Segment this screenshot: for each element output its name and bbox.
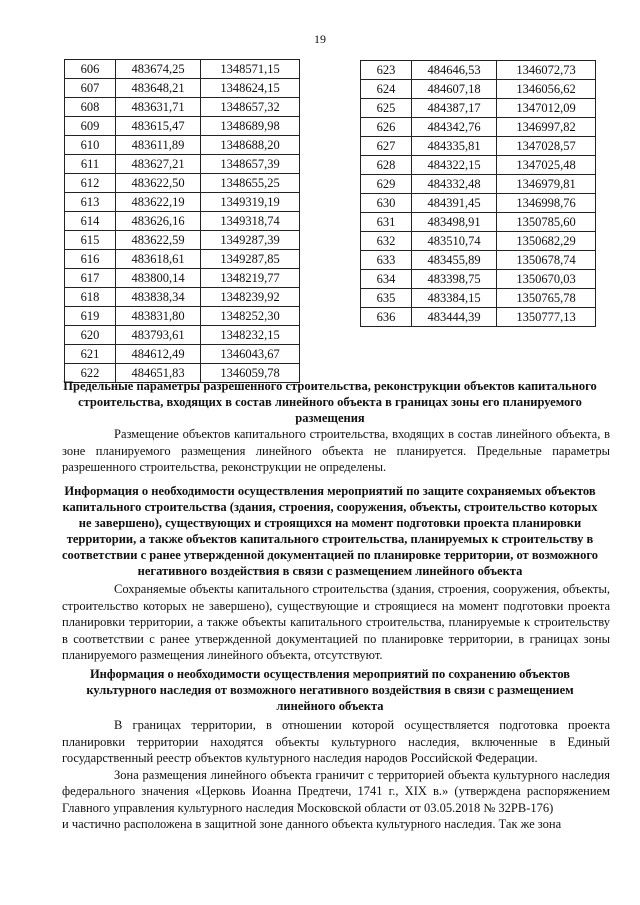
table-row — [361, 99, 596, 118]
x-coordinate: 483793,61 — [116, 326, 201, 345]
y-coordinate: 1348252,30 — [201, 307, 300, 326]
x-coordinate: 483622,19 — [116, 193, 201, 212]
section-2-body — [62, 581, 610, 664]
y-coordinate: 1348624,15 — [201, 79, 300, 98]
x-coordinate: 483648,21 — [116, 79, 201, 98]
x-coordinate: 483674,25 — [116, 60, 201, 79]
table-row — [361, 118, 596, 137]
table-row — [65, 79, 300, 98]
point-number: 617 — [65, 269, 116, 288]
table-row — [65, 136, 300, 155]
point-number: 619 — [65, 307, 116, 326]
x-coordinate: 483800,14 — [116, 269, 201, 288]
y-coordinate: 1348219,77 — [201, 269, 300, 288]
x-coordinate: 483831,80 — [116, 307, 201, 326]
point-number: 629 — [361, 175, 412, 194]
section-2-paragraph: Сохраняемые объекты капитального строительства (здания, строения, сооружения, объекты, строительство которых не завершено), существующие и строящиеся на момент подготовки проекта планировки территории, а также объекты капитального строительства, планируемые к строительству в соответствии с ранее утвержденной документацией по планировке территории, в границах зоны планируемого размещения линейного объекта, отсутствуют. — [62, 582, 610, 662]
x-coordinate: 483444,39 — [412, 308, 497, 327]
x-coordinate: 483618,61 — [116, 250, 201, 269]
x-coordinate: 483510,74 — [412, 232, 497, 251]
y-coordinate: 1346059,78 — [201, 364, 300, 383]
y-coordinate: 1349287,39 — [201, 231, 300, 250]
point-number: 612 — [65, 174, 116, 193]
section-1-paragraph: Размещение объектов капитального строительства, входящих в состав линейного объекта, в зоне планируемого размещения линейного объекта не планируется. Предельные параметры разрешенного строительства, реконструкции не определены. — [62, 427, 610, 474]
y-coordinate: 1346043,67 — [201, 345, 300, 364]
y-coordinate: 1348655,25 — [201, 174, 300, 193]
y-coordinate: 1347028,57 — [497, 137, 596, 156]
x-coordinate: 484342,76 — [412, 118, 497, 137]
y-coordinate: 1346979,81 — [497, 175, 596, 194]
point-number: 615 — [65, 231, 116, 250]
x-coordinate: 483384,15 — [412, 289, 497, 308]
table-row — [65, 307, 300, 326]
y-coordinate: 1350785,60 — [497, 213, 596, 232]
x-coordinate: 483455,89 — [412, 251, 497, 270]
point-number: 636 — [361, 308, 412, 327]
point-number: 611 — [65, 155, 116, 174]
y-coordinate: 1349319,19 — [201, 193, 300, 212]
point-number: 625 — [361, 99, 412, 118]
point-number: 631 — [361, 213, 412, 232]
section-1-body — [62, 426, 610, 476]
point-number: 633 — [361, 251, 412, 270]
x-coordinate: 484332,48 — [412, 175, 497, 194]
y-coordinate: 1347025,48 — [497, 156, 596, 175]
table-row — [361, 175, 596, 194]
point-number: 627 — [361, 137, 412, 156]
table-row — [361, 270, 596, 289]
x-coordinate: 483611,89 — [116, 136, 201, 155]
table-row — [65, 345, 300, 364]
section-3-title: Информация о необходимости осуществления мероприятий по сохранению объектов культурного наследия от возможного негативного воздействия в связи с размещением линейного объекта — [86, 667, 574, 713]
y-coordinate: 1346997,82 — [497, 118, 596, 137]
x-coordinate: 484391,45 — [412, 194, 497, 213]
table-row — [65, 326, 300, 345]
y-coordinate: 1348689,98 — [201, 117, 300, 136]
point-number: 613 — [65, 193, 116, 212]
y-coordinate: 1348657,39 — [201, 155, 300, 174]
point-number: 635 — [361, 289, 412, 308]
x-coordinate: 483615,47 — [116, 117, 201, 136]
table-row — [65, 269, 300, 288]
table-row — [65, 250, 300, 269]
y-coordinate: 1350678,74 — [497, 251, 596, 270]
table-row — [65, 117, 300, 136]
point-number: 622 — [65, 364, 116, 383]
y-coordinate: 1350765,78 — [497, 289, 596, 308]
section-3-paragraph-3: и частично расположена в защитной зоне данного объекта культурного наследия. Так же зона — [62, 817, 562, 831]
y-coordinate: 1346072,73 — [497, 61, 596, 80]
x-coordinate: 484646,53 — [412, 61, 497, 80]
section-2-title: Информация о необходимости осуществления мероприятий по защите сохраняемых объектов капитального строительства (здания, строения, сооружения, объекты, строительство которых не завершено), существующих и строящихся на момент подготовки проекта планировки территории, а также объектов капитального строительства, планируемых к строительству в соответствии с ранее утвержденной документацией по планировке территории, от возможного негативного воздействия в связи с размещением линейного объекта — [61, 484, 599, 578]
x-coordinate: 484607,18 — [412, 80, 497, 99]
coordinates-table-left — [64, 59, 300, 383]
table-row — [65, 98, 300, 117]
table-row — [65, 231, 300, 250]
section-3-paragraph-1: В границах территории, в отношении которой осуществляется подготовка проекта планировки территории находятся объекты культурного наследия, включенные в Единый государственный реестр объектов культурного наследия народов Российской Федерации. — [62, 718, 610, 765]
point-number: 623 — [361, 61, 412, 80]
y-coordinate: 1350682,29 — [497, 232, 596, 251]
coordinates-table-right — [360, 60, 596, 327]
table-row — [361, 308, 596, 327]
table-row — [65, 212, 300, 231]
point-number: 608 — [65, 98, 116, 117]
x-coordinate: 484651,83 — [116, 364, 201, 383]
table-row — [361, 61, 596, 80]
x-coordinate: 483838,34 — [116, 288, 201, 307]
table-row — [361, 232, 596, 251]
y-coordinate: 1348688,20 — [201, 136, 300, 155]
table-row — [65, 288, 300, 307]
point-number: 609 — [65, 117, 116, 136]
point-number: 606 — [65, 60, 116, 79]
y-coordinate: 1348657,32 — [201, 98, 300, 117]
y-coordinate: 1350670,03 — [497, 270, 596, 289]
y-coordinate: 1346056,62 — [497, 80, 596, 99]
table-row — [65, 60, 300, 79]
y-coordinate: 1349287,85 — [201, 250, 300, 269]
x-coordinate: 483622,59 — [116, 231, 201, 250]
point-number: 614 — [65, 212, 116, 231]
table-row — [361, 289, 596, 308]
y-coordinate: 1346998,76 — [497, 194, 596, 213]
table-row — [361, 194, 596, 213]
y-coordinate: 1348239,92 — [201, 288, 300, 307]
x-coordinate: 483498,91 — [412, 213, 497, 232]
y-coordinate: 1349318,74 — [201, 212, 300, 231]
point-number: 630 — [361, 194, 412, 213]
x-coordinate: 484612,49 — [116, 345, 201, 364]
section-3-paragraph-2: Зона размещения линейного объекта граничит с территорией объекта культурного наследия федерального значения «Церковь Иоанна Предтечи, 1741 г., XIX в.» (утверждена распоряжением Главного управления культурного наследия Московской области от 03.05.2018 № 32РВ-176) — [62, 767, 610, 815]
x-coordinate: 484322,15 — [412, 156, 497, 175]
x-coordinate: 484387,17 — [412, 99, 497, 118]
x-coordinate: 483626,16 — [116, 212, 201, 231]
y-coordinate: 1348571,15 — [201, 60, 300, 79]
table-row — [65, 193, 300, 212]
point-number: 618 — [65, 288, 116, 307]
y-coordinate: 1347012,09 — [497, 99, 596, 118]
table-row — [361, 156, 596, 175]
page-number: 19 — [314, 32, 326, 46]
point-number: 610 — [65, 136, 116, 155]
point-number: 632 — [361, 232, 412, 251]
point-number: 624 — [361, 80, 412, 99]
point-number: 626 — [361, 118, 412, 137]
section-1-title: Предельные параметры разрешенного строительства, реконструкции объектов капитального строительства, входящих в состав линейного объекта в границах зоны его планируемого размещения — [63, 379, 597, 425]
y-coordinate: 1350777,13 — [497, 308, 596, 327]
x-coordinate: 483622,50 — [116, 174, 201, 193]
table-row — [361, 213, 596, 232]
y-coordinate: 1348232,15 — [201, 326, 300, 345]
table-row — [65, 174, 300, 193]
table-row — [361, 80, 596, 99]
table-row — [361, 251, 596, 270]
x-coordinate: 483398,75 — [412, 270, 497, 289]
x-coordinate: 483631,71 — [116, 98, 201, 117]
x-coordinate: 483627,21 — [116, 155, 201, 174]
table-row — [65, 155, 300, 174]
point-number: 634 — [361, 270, 412, 289]
point-number: 616 — [65, 250, 116, 269]
table-row — [361, 137, 596, 156]
x-coordinate: 484335,81 — [412, 137, 497, 156]
point-number: 621 — [65, 345, 116, 364]
section-3-body — [62, 717, 610, 833]
point-number: 620 — [65, 326, 116, 345]
point-number: 628 — [361, 156, 412, 175]
point-number: 607 — [65, 79, 116, 98]
